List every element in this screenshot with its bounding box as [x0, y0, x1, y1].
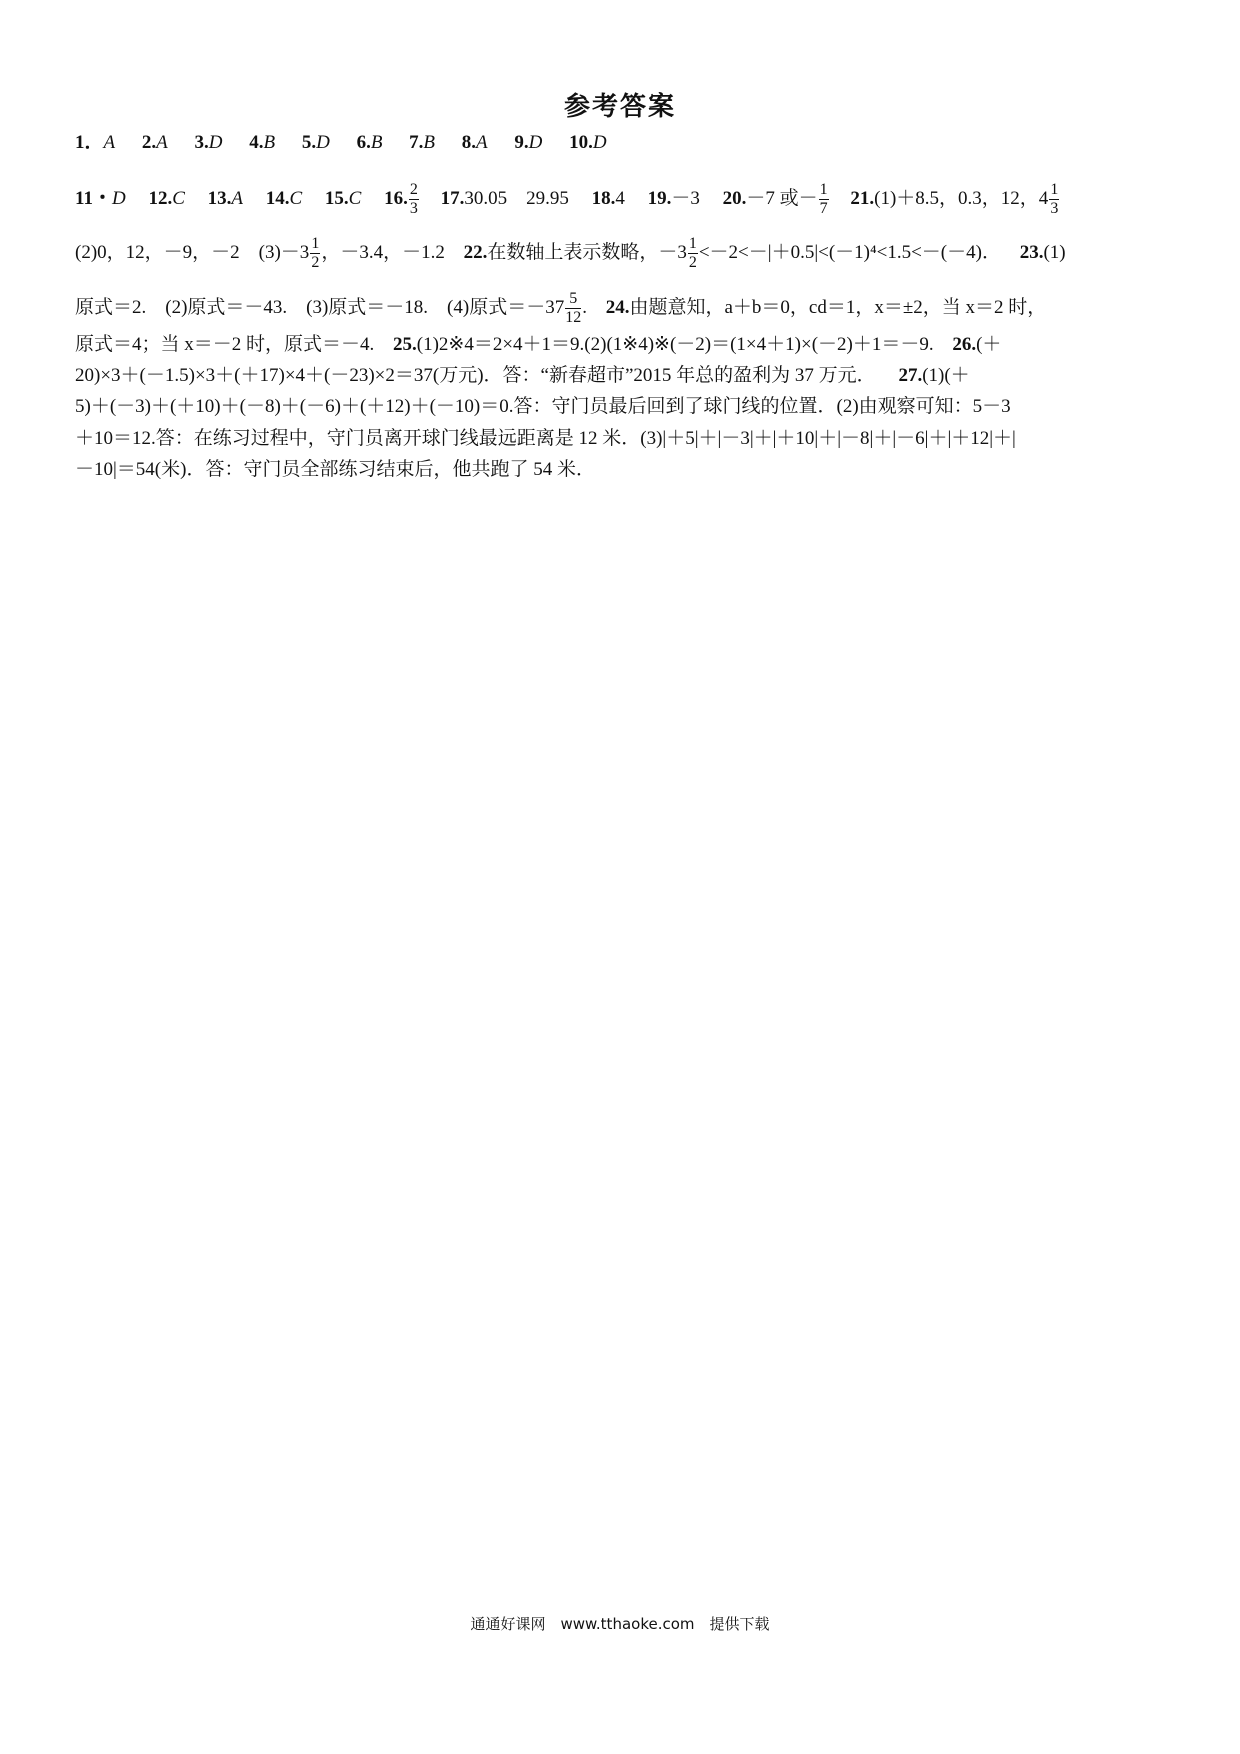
question-number: 18.	[591, 187, 616, 209]
question-number: 12.	[148, 187, 173, 209]
answer-text: (1)(＋	[922, 365, 970, 386]
answer-text: 在数轴上表示数略，－3	[487, 241, 687, 263]
answer-text: (＋	[976, 334, 1002, 355]
answer-text: 原式＝4；当 x＝－2 时，原式＝－4.	[75, 334, 375, 355]
question-number: 13.	[207, 187, 232, 209]
question-number: 24.	[605, 296, 630, 318]
question-number: 22.	[463, 241, 488, 263]
answer-text: 30.05 29.95	[464, 187, 569, 209]
answer-text: (2)0，12，－9，－2 (3)－3	[75, 241, 310, 263]
answer-letter: D	[316, 132, 330, 153]
fraction-denominator: 12	[565, 309, 582, 326]
answers-row-7: 5)＋(－3)＋(＋10)＋(－8)＋(－6)＋(＋12)＋(－10)＝0.答：守门员最后回到了球门线的位置．(2)由观察可知：5－3	[75, 396, 1011, 417]
question-number: 21.	[850, 187, 875, 209]
answers-row-9: －10|＝54(米)．答：守门员全部练习结束后，他共跑了 54 米．	[75, 459, 595, 480]
question-number: 3.	[194, 132, 209, 153]
answer-letter: D	[592, 132, 607, 153]
fraction	[409, 182, 419, 217]
answer-text: 由题意知，a＋b＝0，cd＝1，x＝±2，当 x＝2 时，	[629, 296, 1047, 318]
answer-letter: D	[111, 187, 126, 209]
answers-row-8: ＋10＝12.答：在练习过程中，守门员离开球门线最远距离是 12 米．(3)|＋5|＋|－3|＋|＋10|＋|－8|＋|－6|＋|＋12|＋|	[75, 428, 1016, 449]
fraction-denominator: 2	[311, 254, 320, 271]
question-number: 11・	[75, 187, 112, 209]
answers-row-2	[75, 182, 1170, 217]
question-number: 8.	[461, 132, 477, 153]
question-number: 14.	[265, 187, 290, 209]
fraction-denominator: 2	[688, 254, 697, 271]
page-title: 参考答案	[563, 92, 676, 122]
answer-text: －7 或－	[746, 187, 818, 209]
fraction-numerator: 1	[819, 181, 828, 198]
question-number: 2.	[141, 132, 157, 153]
fraction-numerator: 5	[565, 291, 581, 309]
answer-text: －3	[671, 187, 700, 209]
question-number: 9.	[514, 132, 529, 153]
answers-row-4	[75, 291, 1170, 326]
answer-text: <－2<－|＋0.5|<(－1)⁴<1.5<－(－4)．	[698, 241, 1001, 263]
answer-text: .	[582, 296, 587, 318]
question-number: 19.	[647, 187, 672, 209]
fraction	[310, 236, 320, 271]
question-number: 7.	[409, 132, 424, 153]
fraction-numerator: 2	[409, 181, 418, 198]
answer-letter: A	[103, 132, 116, 153]
question-number: 27.	[898, 365, 923, 386]
question-number: 1．	[75, 132, 104, 153]
answer-text: (1)＋8.5，0.3，12，4	[874, 187, 1049, 209]
answer-letter: C	[348, 187, 362, 209]
fraction	[1049, 182, 1059, 217]
answer-letter: A	[476, 132, 488, 153]
fraction-denominator: 3	[409, 200, 418, 217]
fraction-denominator: 3	[1050, 200, 1059, 217]
answer-text: (1)	[1043, 241, 1066, 263]
fraction	[688, 236, 698, 271]
answer-text: ，－3.4，－1.2	[321, 241, 445, 263]
question-number: 20.	[722, 187, 747, 209]
question-number: 26.	[952, 334, 977, 355]
fraction-numerator: 1	[311, 235, 320, 252]
question-number: 23.	[1019, 241, 1044, 263]
question-number: 6.	[356, 132, 371, 153]
answer-letter: C	[172, 187, 185, 209]
answers-row-5	[75, 335, 1170, 354]
answers-row-3	[75, 236, 1170, 271]
answers-row-1	[75, 133, 1170, 152]
answer-text: 原式＝2. (2)原式＝－43. (3)原式＝－18. (4)原式＝－37	[75, 296, 565, 318]
question-number: 4.	[249, 132, 264, 153]
answer-letter: C	[289, 187, 303, 209]
answer-letter: B	[263, 132, 276, 153]
answer-letter: B	[423, 132, 436, 153]
fraction	[565, 291, 581, 326]
answers-row-6	[75, 366, 1170, 385]
fraction-denominator: 7	[819, 200, 828, 217]
question-number: 17.	[440, 187, 465, 209]
answer-letter: D	[528, 132, 543, 153]
answer-text: (1)2※4＝2×4＋1＝9.(2)(1※4)※(－2)＝(1×4＋1)×(－2)＋1＝－9.	[416, 334, 934, 355]
fraction-numerator: 1	[688, 235, 697, 252]
answer-letter: B	[370, 132, 383, 153]
answer-text: 4	[615, 187, 625, 209]
question-number: 25.	[393, 334, 417, 355]
fraction	[819, 182, 829, 217]
fraction-numerator: 1	[1050, 181, 1059, 198]
answer-letter: D	[208, 132, 223, 153]
answer-letter: A	[156, 132, 168, 153]
question-number: 16.	[384, 187, 408, 209]
question-number: 15.	[324, 187, 349, 209]
answer-letter: A	[231, 187, 243, 209]
question-number: 10.	[569, 132, 593, 153]
answer-text: 20)×3＋(－1.5)×3＋(＋17)×4＋(－23)×2＝37(万元)．答：“新春超市”2015 年总的盈利为 37 万元．	[75, 365, 876, 386]
question-number: 5.	[301, 132, 317, 153]
footer-source-note: 通通好课网 www.tthaoke.com 提供下载	[470, 1615, 770, 1633]
